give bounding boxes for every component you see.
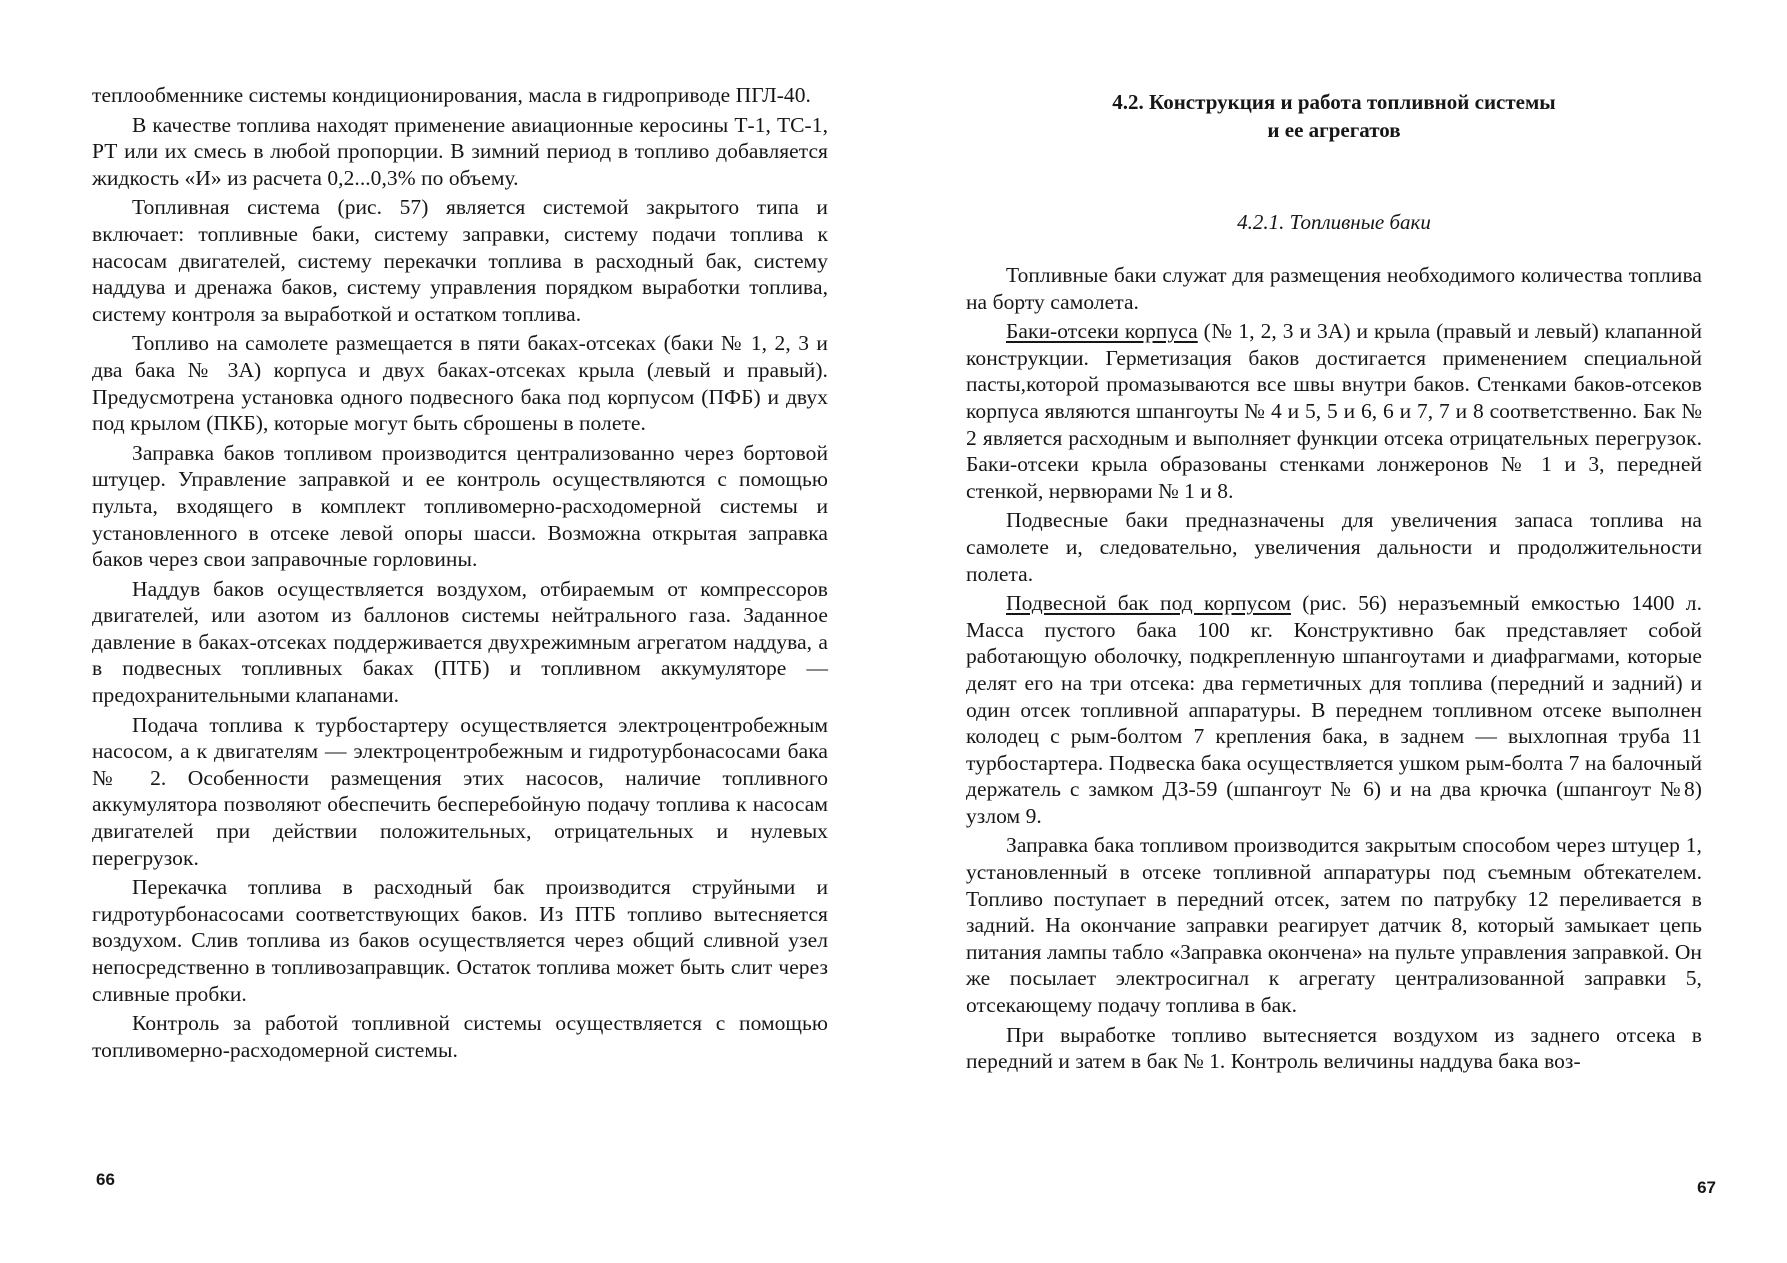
paragraph: Контроль за работой топливной системы осуществляется с помощью топливомерно-расходомерной системы. — [92, 1011, 828, 1062]
paragraph: При выработке топливо вытесняется воздухом из заднего отсека в передний и затем в бак № 1. Контроль величины наддува бака воз- — [966, 1022, 1702, 1074]
paragraph: Топливная система (рис. 57) является системой закрытого типа и включает: топливные баки, систему заправки, систему подачи топлива к насосам двигателей, систему перекачки топлива в расходный бак, систему наддува и дренажа баков, систему управления порядком выработки топлива, систему контроля за выработкой и остатком топлива. — [92, 195, 828, 326]
subsection-title: 4.2.1. Топливные баки — [1237, 210, 1431, 234]
paragraph-text: (рис. 56) неразъемный емкостью 1400 л. Масса пустого бака 100 кг. Конструктивно бак представляет собой работающую оболочку, подкрепленную шпангоутами и диафрагмами, которые делят его на три отсека: два герметичных для топлива (передний и задний) и один отсек топливной аппаратуры. В переднем топливном отсеке выполнен колодец с рым-болтом 7 крепления бака, в заднем — выхлопная труба 11 турбостартера. Подвеска бака осуществляется ушком рым-болта 7 на балочный держатель с замком ДЗ-59 (шпангоут № 6) и на два крючка (шпангоут №8) узлом 9. — [966, 591, 1702, 828]
right-text-column — [966, 262, 1702, 1075]
paragraph — [966, 318, 1702, 504]
section-title-line: 4.2. Конструкция и работа топливной системы — [1112, 90, 1556, 114]
section-title-line: и ее агрегатов — [1267, 118, 1401, 142]
paragraph: Заправка баков топливом производится централизованно через бортовой штуцер. Управление заправкой и ее контроль осуществляются с помощью пульта, входящего в комплект топливомерно-расходомерной системы и установленного в отсеке левой опоры шасси. Возможна открытая заправка баков через свои заправочные горловины. — [92, 440, 828, 572]
paragraph: Перекачка топлива в расходный бак производится струйными и гидротурбонасосами соответствующих баков. Из ПТБ топливо вытесняется воздухом. Слив топлива из баков осуществляется через общий сливной узел непосредственно в топливозаправщик. Остаток топлива может быть слит через сливные пробки. — [92, 875, 828, 1006]
underlined-term: Подвесной бак под корпусом — [1006, 591, 1291, 616]
page-number: 67 — [1697, 1178, 1716, 1197]
paragraph-text: (№ 1, 2, 3 и 3А) и крыла (правый и левый) клапанной конструкции. Герметизация баков достигается применением специальной пасты,которой промазываются все швы внутри баков. Стенками баков-отсеков корпуса являются шпангоуты № 4 и 5, 5 и 6, 6 и 7, 7 и 8 соответственно. Бак № 2 является расходным и выполняет функции отсека отрицательных перегрузок. Баки-отсеки крыла образованы стенками лонжеронов № 1 и 3, передней стенкой, нервюрами № 1 и 8. — [966, 319, 1702, 503]
paragraph: теплообменнике системы кондиционирования, масла в гидроприводе ПГЛ-40. — [92, 83, 811, 107]
paragraph: Подвесные баки предназначены для увеличения запаса топлива на самолете и, следовательно, увеличения дальности и продолжительности полета. — [966, 508, 1702, 586]
paragraph: Заправка бака топливом производится закрытым способом через штуцер 1, установленный в отсеке топливной аппаратуры под съемным обтекателем. Топливо поступает в передний отсек, затем по патрубку 12 переливается в задний. На окончание заправки реагирует датчик 8, который замыкает цепь питания лампы табло «Заправка окончена» на пульте управления заправкой. Он же посылает электросигнал к агрегату централизованной заправки 5, отсекающему подачу топлива в бак. — [966, 833, 1702, 1018]
page-number: 66 — [96, 1170, 115, 1189]
paragraph: Наддув баков осуществляется воздухом, отбираемым от компрессоров двигателей, или азотом из баллонов системы нейтрального газа. Заданное давление в баках-отсеках поддерживается двухрежимным агрегатом наддува, а в подвесных топливных баках (ПТБ) и топливном аккумуляторе — предохранительными клапанами. — [92, 576, 828, 708]
left-text-column — [92, 82, 828, 1063]
paragraph — [966, 590, 1702, 829]
paragraph: Топливо на самолете размещается в пяти баках-отсеках (баки № 1, 2, 3 и два бака № 3А) корпуса и двух баках-отсеках крыла (левый и правый). Предусмотрена установка одного подвесного бака под корпусом (ПФБ) и двух под крылом (ПКБ), которые могут быть сброшены в полете. — [92, 331, 828, 436]
paragraph: Топливные баки служат для размещения необходимого количества топлива на борту самолета. — [966, 263, 1702, 314]
paragraph: Подача топлива к турбостартеру осуществляется электроцентробежным насосом, а к двигателям — электроцентробежным и гидротурбонасосами бака № 2. Особенности размещения этих насосов, наличие топливного аккумулятора позволяют обеспечить бесперебойную подачу топлива к насосам двигателей при действии положительных, отрицательных и нулевых перегрузок. — [92, 712, 828, 870]
section-title — [966, 88, 1702, 144]
underlined-term: Баки-отсеки корпуса — [1006, 319, 1198, 344]
paragraph: В качестве топлива находят применение авиационные керосины Т-1, ТС-1, РТ или их смесь в любой пропорции. В зимний период в топливо добавляется жидкость «И» из расчета 0,2...0,3% по объему. — [92, 112, 828, 190]
